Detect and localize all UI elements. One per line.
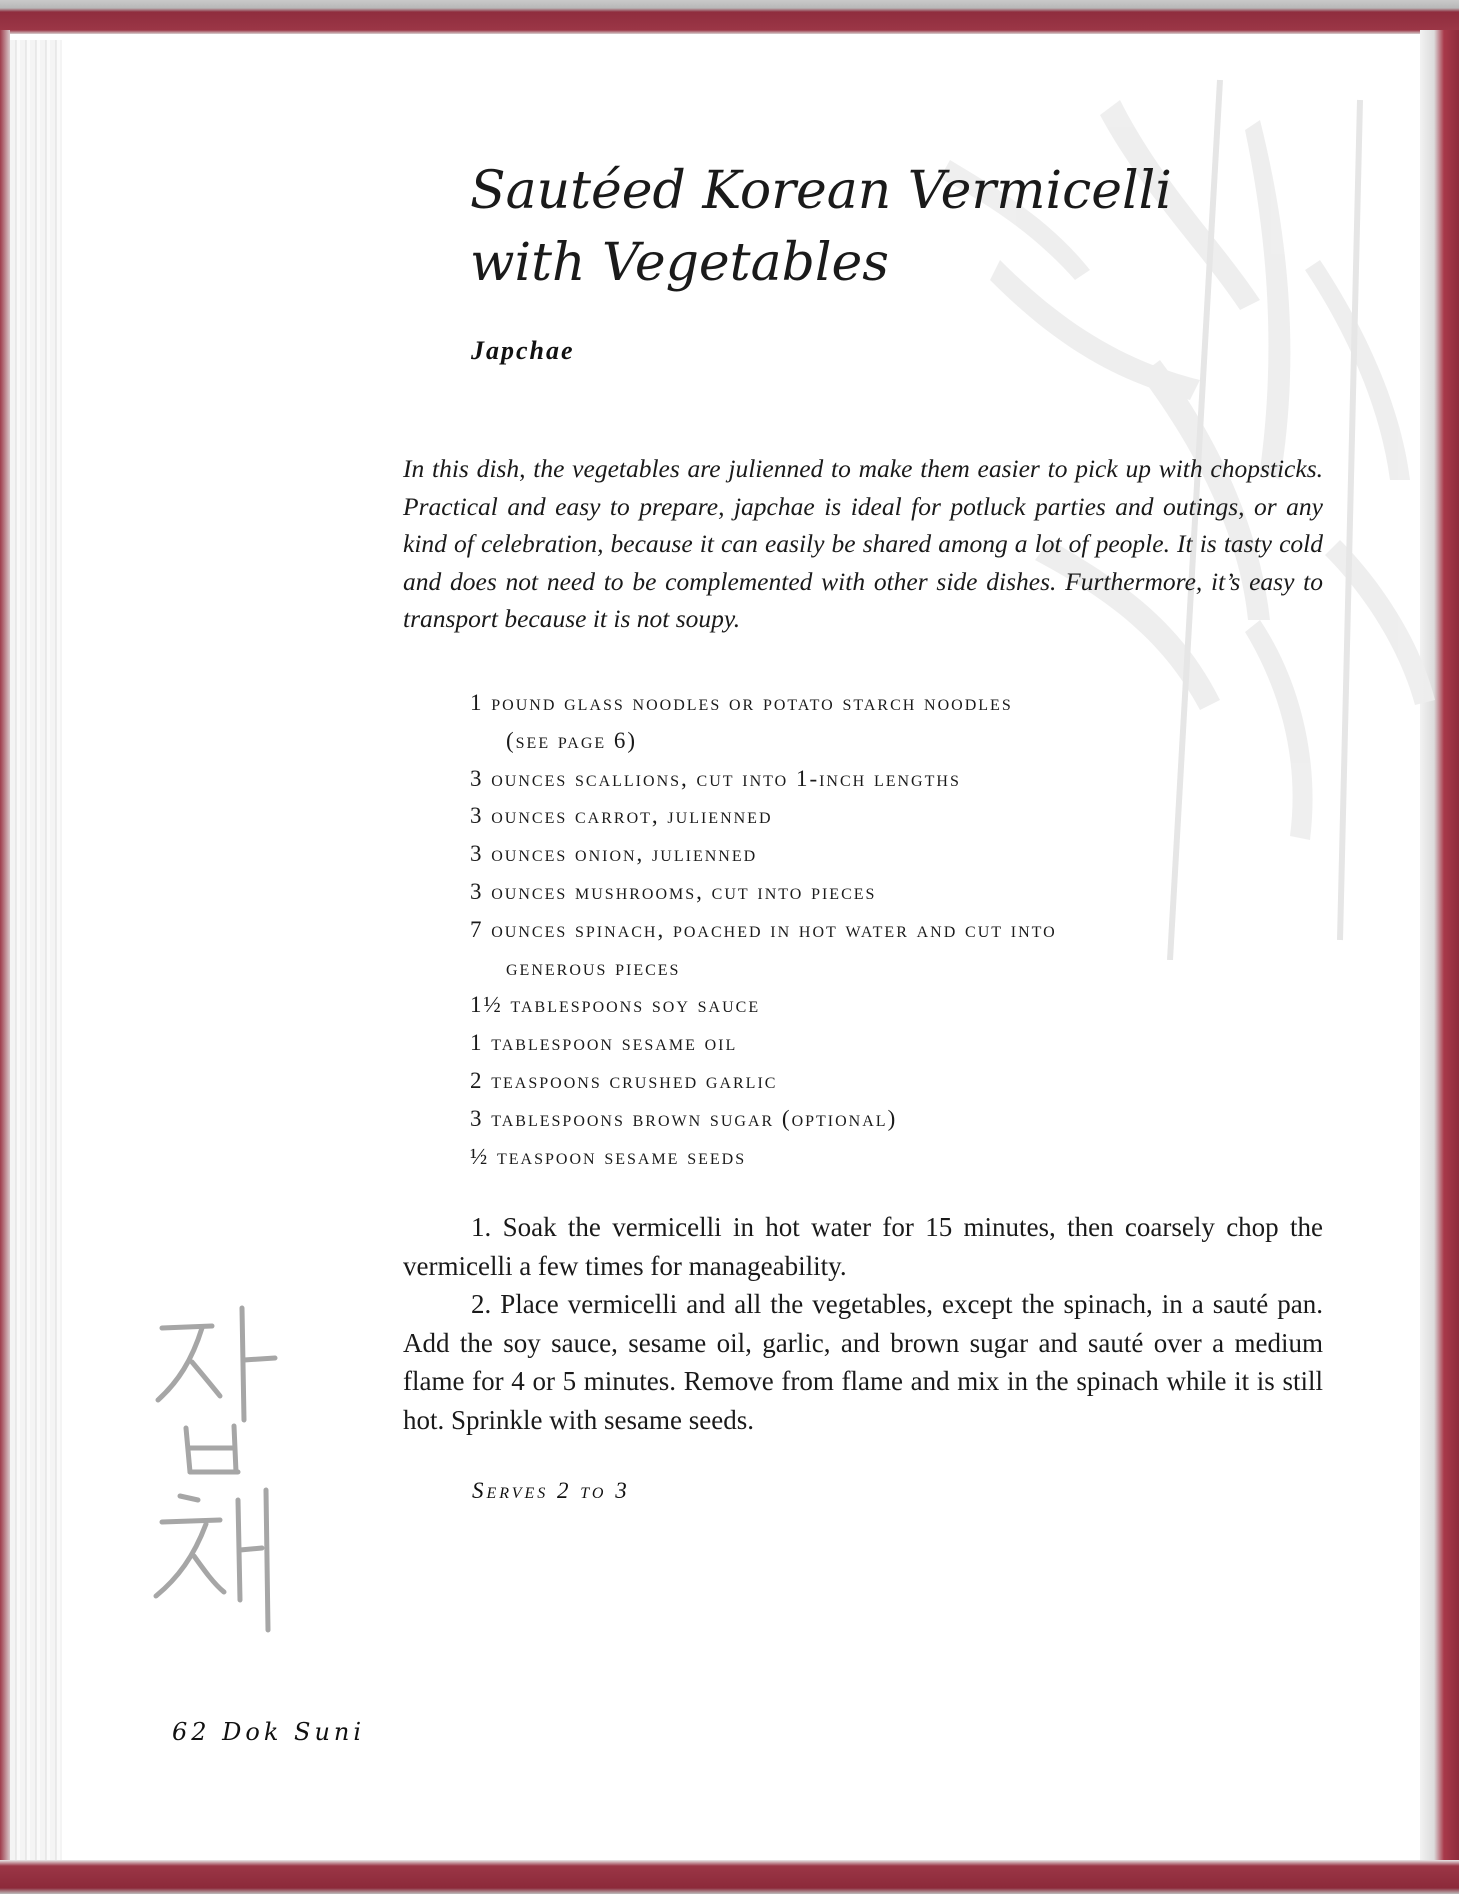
ingredient-item: 1 tablespoon sesame oil bbox=[470, 1030, 738, 1056]
book-cover-left-edge bbox=[0, 30, 10, 1870]
recipe-step: 2. Place vermicelli and all the vegetables, except the spinach, in a sauté pan. Add the soy sauce, sesame oil, garlic, and brown sugar and sauté over a medium flame for 4 or 5 minutes. Remove from flame and mix in the spinach while it is still hot. Sprinkle with sesame seeds. bbox=[403, 1289, 1323, 1435]
ingredient-item: 3 ounces onion, julienned bbox=[470, 841, 758, 867]
recipe-title bbox=[470, 155, 1270, 299]
page-edges bbox=[10, 40, 70, 1860]
ingredient-item: 3 ounces carrot, julienned bbox=[470, 803, 773, 829]
serving-size: Serves 2 to 3 bbox=[472, 1478, 630, 1503]
page-number-footer: 62 Dok Suni bbox=[172, 1718, 366, 1746]
recipe-title-line-2: with Vegetables bbox=[470, 233, 889, 293]
recipe-steps bbox=[403, 1208, 1323, 1439]
ingredient-item: ½ teaspoon sesame seeds bbox=[470, 1143, 747, 1169]
ingredient-item: 1½ tablespoons soy sauce bbox=[470, 992, 761, 1018]
ingredient-item: 7 ounces spinach, poached in hot water and cut into generous pieces bbox=[470, 916, 1057, 980]
book-cover-top-edge bbox=[0, 0, 1459, 34]
korean-calligraphy-japchae bbox=[150, 1300, 290, 1640]
recipe-title-line-1: Sautéed Korean Vermicelli bbox=[470, 161, 1172, 221]
ingredient-item: 2 teaspoons crushed garlic bbox=[470, 1067, 778, 1093]
recipe-intro: In this dish, the vegetables are julienned to make them easier to pick up with chopsticks. Practical and easy to prepare, japchae is ideal for potluck parties and outings, or any kind of celebration, because it can easily be shared among a lot of people. It is tasty cold and does not need to be complemented with other side dishes. Furthermore, it’s easy to transport because it is not soupy. bbox=[403, 454, 1323, 633]
ingredient-item: 3 ounces scallions, cut into 1-inch lengths bbox=[470, 765, 961, 791]
ingredient-item: 3 tablespoons brown sugar (optional) bbox=[470, 1105, 898, 1131]
recipe-step: 1. Soak the vermicelli in hot water for 15 minutes, then coarsely chop the vermicelli a few times for manageability. bbox=[403, 1212, 1323, 1281]
recipe-korean-name: Japchae bbox=[471, 336, 575, 365]
book-cover-bottom-edge bbox=[0, 1860, 1459, 1894]
ingredient-list bbox=[470, 684, 1320, 1175]
ingredient-item: 1 pound glass noodles or potato starch noodles (see page 6) bbox=[470, 690, 1013, 753]
ingredient-item: 3 ounces mushrooms, cut into pieces bbox=[470, 878, 877, 904]
